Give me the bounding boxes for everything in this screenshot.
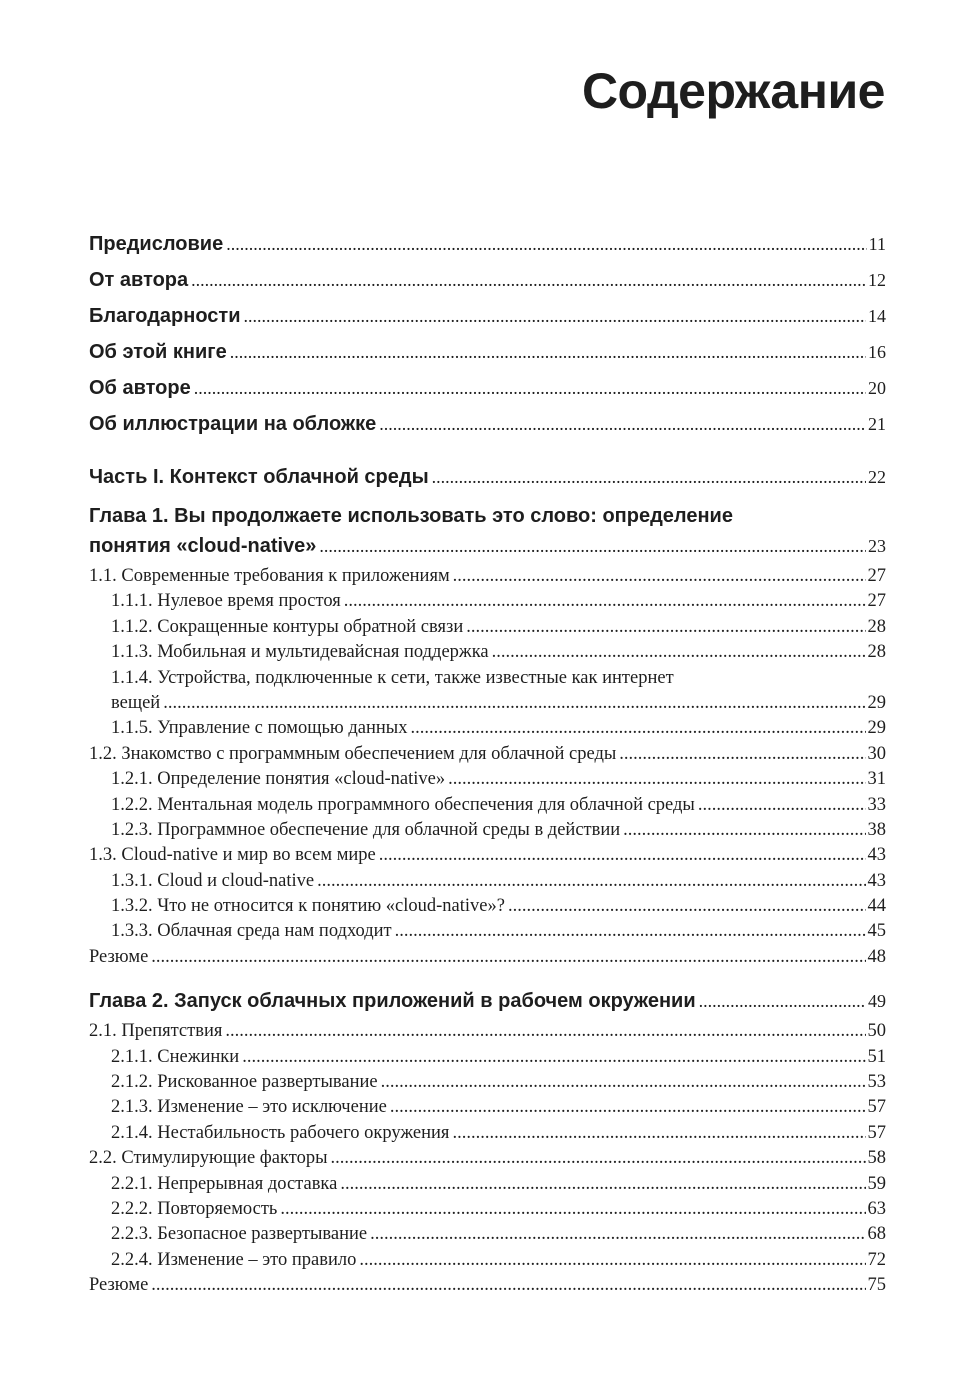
toc-subsection-2-1-1[interactable] [89,1045,886,1070]
dot-leader [619,742,865,767]
toc-subsection-1-2-2[interactable] [89,793,886,818]
toc-entry-page: 44 [867,896,886,917]
toc-entry-acknowledgements[interactable] [89,298,886,334]
toc-entry-cover-illustration[interactable] [89,406,886,442]
toc-entry-label: 2.2.3. Безопасное развертывание [111,1224,368,1245]
dot-leader [410,716,865,741]
toc-entry-preface[interactable] [89,226,886,262]
toc-entry-label: 2.1.3. Изменение – это исключение [111,1097,387,1118]
toc-entry-label: Благодарности [89,305,241,327]
toc-entry-label: 2.1.2. Рискованное развертывание [111,1072,378,1093]
toc-entry-label: Резюме [89,1275,149,1296]
toc-entry-chapter-2-summary[interactable] [89,1273,886,1298]
toc-subsection-1-1-2[interactable] [89,615,886,640]
toc-entry-page: 53 [867,1072,886,1093]
toc-entry-page: 12 [868,270,886,290]
toc-chapter-1-title-line[interactable]: Глава 1. Вы продолжаете использовать это слово: определение [89,505,733,527]
toc-section-1-1[interactable] [89,564,886,589]
toc-entry-page: 45 [867,921,886,942]
toc-entry-page: 20 [868,378,886,398]
toc-section-2-1[interactable] [89,1019,886,1044]
toc-entry-page: 68 [867,1224,886,1245]
toc-entry-label: 1.2.1. Определение понятия «cloud-native» [111,769,446,790]
toc-entry-label: 1.3. Cloud-native и мир во всем мире [89,845,376,866]
dot-leader [151,1273,865,1298]
toc-entry-about-book[interactable] [89,334,886,370]
dot-leader [225,1019,865,1044]
dot-leader [344,589,866,614]
toc-subsection-2-2-1[interactable] [89,1172,886,1197]
toc-entry-page: 16 [868,342,886,362]
toc-section-1-3[interactable] [89,843,886,868]
toc-subsection-1-2-1[interactable] [89,767,886,792]
toc-entry-page: 11 [868,234,886,254]
dot-leader [381,1070,866,1095]
toc-subsection-2-2-4[interactable] [89,1248,886,1273]
page-title: Содержание [581,63,885,119]
dot-leader [340,1172,865,1197]
toc-entry-label: От автора [89,269,189,291]
toc-subsection-2-1-2[interactable] [89,1070,886,1095]
dot-leader [452,1121,865,1146]
dot-leader [194,370,866,406]
toc-section-2-2[interactable] [89,1146,886,1171]
toc-entry-label: 1.1. Современные требования к приложениям [89,566,450,586]
toc-entry-label: 1.1.2. Сокращенные контуры обратной связи [111,616,464,637]
dot-leader [317,869,865,894]
dot-leader [492,640,866,665]
toc-entry-page: 27 [867,566,886,586]
toc-entry-page: 38 [867,819,886,840]
toc-entry-page: 28 [867,642,886,663]
toc-entry-label: 2.2.1. Непрерывная доставка [111,1173,338,1194]
toc-entry-label: 1.3.1. Cloud и cloud-native [111,870,315,891]
toc-entry-label: Глава 2. Запуск облачных приложений в рабочем окружении [89,990,696,1013]
dot-leader [453,564,866,589]
dot-leader [163,691,865,716]
dot-leader [379,406,866,442]
toc-subsection-2-2-3[interactable] [89,1222,886,1247]
dot-leader [226,226,866,262]
toc-entry-label: понятия «cloud-native» [89,535,317,557]
toc-entry-page: 63 [867,1198,886,1219]
dot-leader [151,945,865,970]
toc-subsection-2-2-2[interactable] [89,1197,886,1222]
toc-entry-label: Об иллюстрации на обложке [89,413,377,435]
toc-entry-page: 49 [868,991,886,1012]
toc-subsection-1-3-1[interactable] [89,869,886,894]
toc-entry-page: 23 [868,536,886,556]
toc-subsection-1-1-4-title-line[interactable]: 1.1.4. Устройства, подключенные к сети, также известные как интернет [111,667,674,688]
toc-entry-label: 1.2. Знакомство с программным обеспечением для облачной среды [89,743,617,764]
toc-entry-page: 30 [867,743,886,764]
toc-entry-label: Резюме [89,946,149,967]
dot-leader [432,459,866,495]
toc-entry-label: 1.1.1. Нулевое время простоя [111,591,341,612]
dot-leader [230,334,866,370]
toc-entry-label: 1.3.2. Что не относится к понятию «cloud-native»? [111,896,505,917]
toc-entry-label: 2.2. Стимулирующие факторы [89,1148,328,1169]
toc-entry-label: 1.1.3. Мобильная и мультидевайсная поддержка [111,642,489,663]
dot-leader [359,1248,865,1273]
dot-leader [331,1146,866,1171]
toc-entry-label: 2.2.4. Изменение – это правило [111,1249,357,1270]
dot-leader [319,531,866,561]
dot-leader [699,986,866,1016]
toc-subsection-1-3-3[interactable] [89,919,886,944]
toc-entry-page: 21 [868,414,886,434]
toc-entry-page: 27 [867,591,886,612]
dot-leader [395,919,866,944]
dot-leader [191,262,866,298]
dot-leader [508,894,866,919]
toc-entry-part-1[interactable] [89,459,886,495]
toc-subsection-2-1-3[interactable] [89,1095,886,1120]
dot-leader [466,615,865,640]
dot-leader [379,843,866,868]
dot-leader [280,1197,865,1222]
toc-subsection-1-2-3[interactable] [89,818,886,843]
dot-leader [698,793,866,818]
toc-entry-label: Об этой книге [89,341,227,363]
toc-entry-page: 22 [868,467,886,487]
toc-entry-label: 1.2.2. Ментальная модель программного обеспечения для облачной среды [111,794,695,815]
toc-entry-label: 1.1.5. Управление с помощью данных [111,718,408,739]
toc-entry-page: 75 [867,1275,886,1296]
toc-entry-page: 50 [867,1021,886,1042]
toc-entry-page: 43 [867,870,886,891]
toc-entry-page: 58 [867,1148,886,1169]
toc-subsection-1-1-3[interactable] [89,640,886,665]
toc-subsection-1-3-2[interactable] [89,894,886,919]
toc-entry-label: 1.3.3. Облачная среда нам подходит [111,921,392,942]
table-of-contents [89,226,886,1299]
toc-entry-label: Об авторе [89,377,191,399]
dot-leader [448,767,865,792]
toc-entry-label: Часть I. Контекст облачной среды [89,466,429,488]
toc-entry-chapter-2[interactable] [89,986,886,1016]
toc-entry-page: 29 [867,692,886,713]
dot-leader [370,1222,865,1247]
toc-entry-chapter-1-summary[interactable] [89,945,886,970]
toc-subsection-2-1-4[interactable] [89,1121,886,1146]
toc-entry-label: 2.1.1. Снежинки [111,1046,240,1067]
toc-entry-label: 2.1.4. Нестабильность рабочего окружения [111,1122,450,1143]
toc-entry-page: 51 [867,1046,886,1067]
toc-entry-label: 1.2.3. Программное обеспечение для облачной среды в действии [111,819,621,840]
toc-entry-page: 72 [867,1249,886,1270]
toc-entry-label: 2.1. Препятствия [89,1021,223,1042]
toc-entry-page: 59 [867,1173,886,1194]
toc-entry-label: Предисловие [89,233,224,255]
toc-entry-chapter-1[interactable] [89,531,886,561]
toc-entry-page: 48 [867,946,886,967]
toc-subsection-1-1-4[interactable] [89,691,886,716]
toc-subsection-1-1-5[interactable] [89,716,886,741]
toc-entry-page: 43 [867,845,886,866]
toc-entry-about-author[interactable] [89,370,886,406]
toc-section-1-2[interactable] [89,742,886,767]
dot-leader [244,298,866,334]
toc-entry-label: вещей [111,692,161,713]
toc-subsection-1-1-1[interactable] [89,589,886,614]
dot-leader [390,1095,866,1120]
toc-entry-label: 2.2.2. Повторяемость [111,1198,278,1219]
toc-entry-from-author[interactable] [89,262,886,298]
toc-entry-page: 33 [867,794,886,815]
toc-entry-page: 57 [867,1122,886,1143]
toc-entry-page: 28 [867,616,886,637]
toc-entry-page: 31 [867,769,886,790]
toc-entry-page: 29 [867,718,886,739]
dot-leader [623,818,865,843]
dot-leader [242,1045,865,1070]
toc-entry-page: 57 [867,1097,886,1118]
toc-entry-page: 14 [868,306,886,326]
